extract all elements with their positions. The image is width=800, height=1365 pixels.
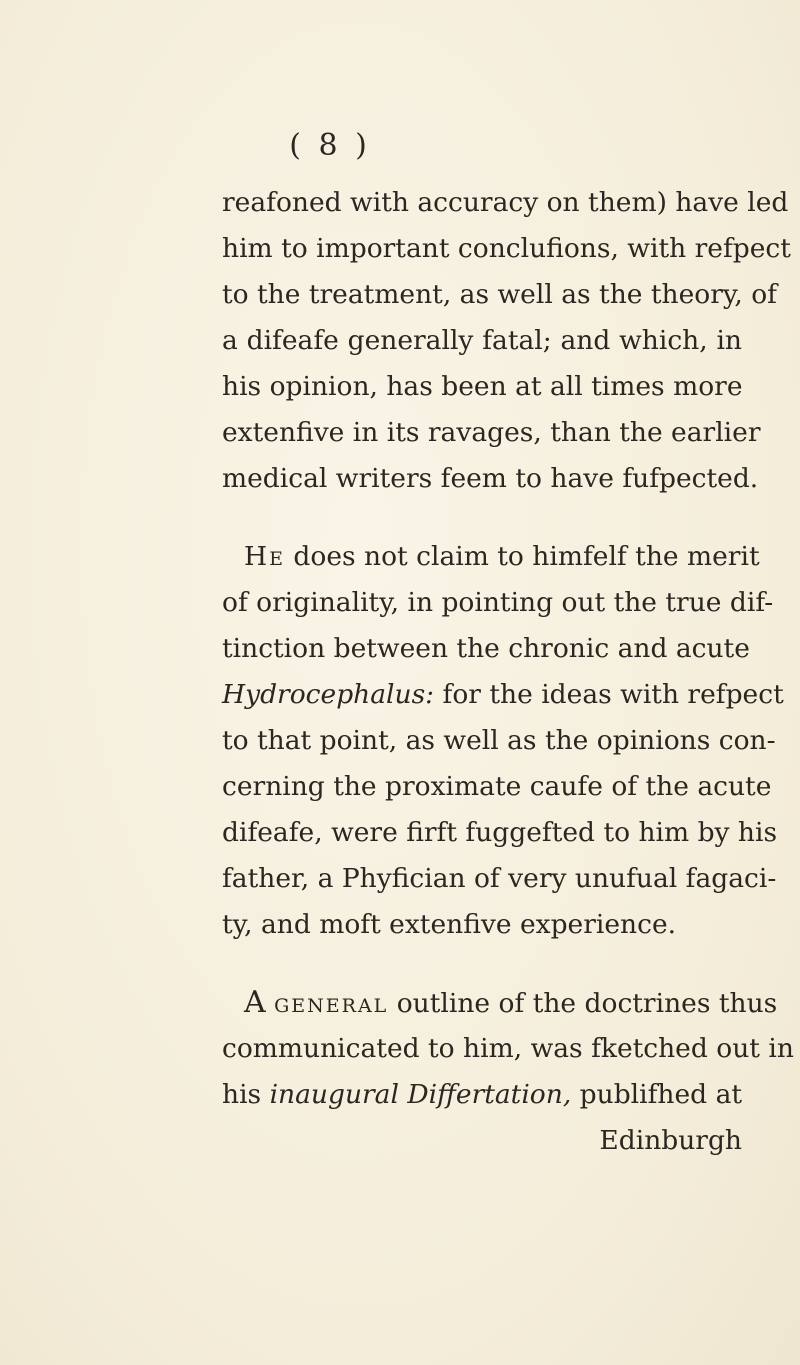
text-line: a difeafe generally fatal; and which, in [222, 325, 742, 356]
paragraph-1 [222, 180, 791, 502]
text-line: his opinion, has been at all times more [222, 371, 743, 402]
text-line: He does not claim to himfelf the merit [244, 541, 760, 572]
small-caps-word: general [274, 988, 389, 1019]
text-line: medical writers feem to have fufpected. [222, 463, 759, 494]
italic-title: inaugural Differtation, [269, 1079, 572, 1110]
paragraph-2 [222, 534, 784, 948]
body-text [222, 180, 794, 1164]
page-number: ( 8 ) [289, 128, 371, 163]
paragraph-gap [222, 948, 742, 980]
paragraph-initial: A [244, 985, 266, 1020]
text-line: father, a Phyfician of very unufual fagaci- [222, 863, 777, 894]
text-line: to the treatment, as well as the theory, of [222, 279, 777, 310]
text-line: communicated to him, was fketched out in [222, 1033, 794, 1064]
text-line: ty, and moft extenfive experience. [222, 909, 677, 940]
paragraph-opening-word: He [244, 541, 285, 572]
paragraph-3 [222, 980, 794, 1164]
text-line: to that point, as well as the opinions con- [222, 725, 776, 756]
catchword: Edinburgh [599, 1125, 742, 1156]
text-line: cerning the proximate caufe of the acute [222, 771, 772, 802]
text-line: extenfive in its ravages, than the earlier [222, 417, 761, 448]
text-line: Hydrocephalus: for the ideas with refpect [222, 679, 784, 710]
text-line: his inaugural Differtation, publifhed at [222, 1079, 743, 1110]
text-line: him to important conclufions, with refpect [222, 233, 791, 264]
text-line: A general outline of the doctrines thus [244, 985, 778, 1020]
paragraph-gap [222, 502, 742, 534]
text-line: of originality, in pointing out the true dif- [222, 587, 774, 618]
italic-term: Hydrocephalus: [222, 679, 435, 710]
text-line: tinction between the chronic and acute [222, 633, 750, 664]
text-line: difeafe, were firft fuggefted to him by his [222, 817, 778, 848]
text-line: reafoned with accuracy on them) have led [222, 187, 789, 218]
